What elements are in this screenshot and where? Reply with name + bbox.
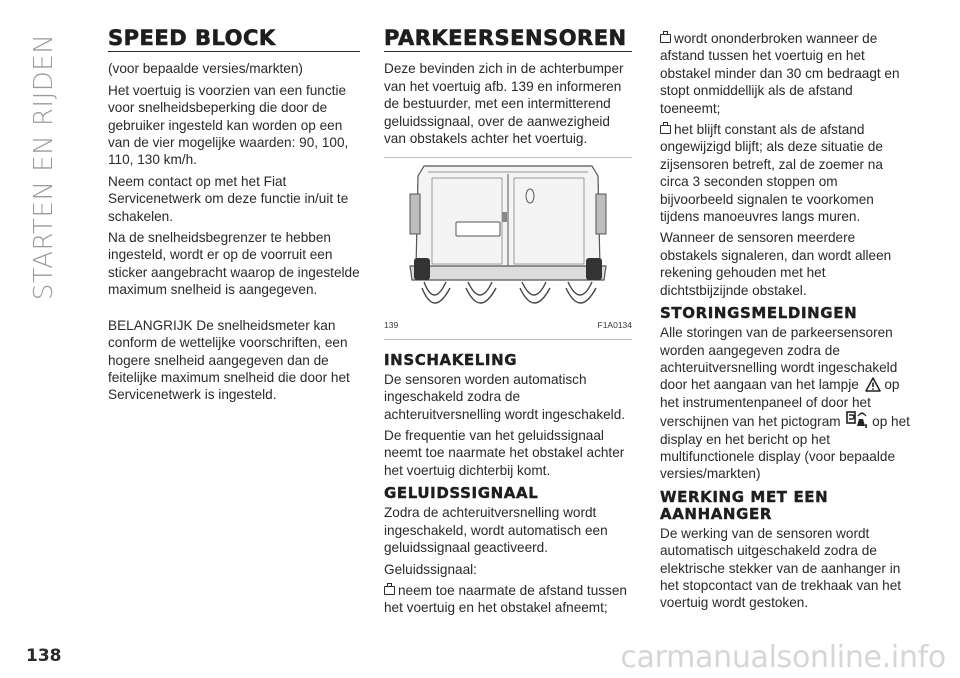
sound-signal-bullet-2-text: wordt ononderbroken wanneer de afstand tussen het voertuig en het obstakel minder dan 30 cm bedraagt en stopt onmiddellijk als de afstand toeneemt; (660, 31, 900, 116)
speed-block-important-note: BELANGRIJK De snelheidsmeter kan conform de wettelijke voorschriften, een hogere snelheid aangegeven dan de feitelijke maximum snelheid die door het Servicenetwerk is ingesteld. (108, 317, 350, 403)
speed-block-paragraph-4: Na de snelheidsbegrenzer te hebben ingesteld, wordt er op de voorruit een sticker aangebracht waarop de ingestelde maximum snelheid is aangegeven. (108, 230, 360, 298)
figure-number: 139 (384, 320, 399, 331)
faults-text-c: op het display en het bericht op het multifunctionele display (voor bepaalde versies/markten) (660, 414, 910, 482)
bullet-icon (384, 586, 395, 595)
sound-signal-bullet-2 (660, 30, 912, 117)
sound-signal-bullet-3-text: het blijft constant als de afstand ongewijzigd blijft; als deze situatie de zijsensoren betreft, zal de zoemer na circa 3 seconden stoppen om bijvoorbeeld signalen te voorkomen tijdens manoeuvres langs muren. (660, 122, 883, 225)
sound-signal-title: GELUIDSSIGNAAL (384, 484, 539, 503)
speed-block-title: SPEED BLOCK (108, 30, 360, 52)
figure-caption (384, 316, 632, 339)
figure-code: F1A0134 (597, 320, 632, 331)
multiple-obstacles-paragraph: Wanneer de sensoren meerdere obstakels signaleren, dan wordt alleen rekening gehouden met het dichtstbijzijnde obstakel. (660, 230, 892, 298)
bullet-icon (660, 125, 671, 134)
van-rear-sensors-illustration (384, 158, 632, 316)
faults-text-a: Alle storingen van de parkeersensoren worden aangegeven zodra de achteruitversnelling wordt ingeschakeld door het aangaan van het lampje (660, 325, 898, 393)
trailer-paragraph: De werking van de sensoren wordt automatisch uitgeschakeld zodra de elektrische stekker van de aanhanger in het stopcontact van de trekhaak van het voertuig wordt gestoken. (660, 525, 902, 611)
faults-title: STORINGSMELDINGEN (660, 304, 858, 323)
faults-paragraph (660, 324, 912, 483)
parking-sensors-section (384, 26, 632, 621)
bullet-icon (660, 34, 671, 43)
speed-block-paragraph-2: Het voertuig is voorzien van een functie voor snelheidsbeperking die door de gebruiker ingesteld kan worden op een van de vier mogelijke waarden: 90, 100, 110, 130 km/h. (108, 82, 349, 168)
parking-sensors-intro: Deze bevinden zich in de achterbumper van het voertuig afb. 139 en informeren de bestuurder, met een intermitterend geluidssignaal, over de aanwezigheid van obstakels achter het voertuig. (384, 61, 624, 147)
activation-paragraph-2: De frequentie van het geluidssignaal neemt toe naarmate het obstakel achter het voertuig dichterbij komt. (384, 428, 625, 478)
speed-block-section (108, 26, 360, 408)
parking-sensors-continued (660, 30, 912, 616)
sound-signal-bullet-1 (384, 582, 632, 617)
faults-text-b: op het instrumentenpaneel of door het verschijnen van het pictogram (660, 377, 900, 430)
activation-title: INSCHAKELING (384, 350, 518, 369)
figure-139 (384, 157, 632, 339)
chapter-title (14, 22, 74, 312)
sound-signal-bullet-3 (660, 121, 912, 225)
sound-signal-paragraph-2: Geluidssignaal: (384, 561, 477, 577)
speed-block-paragraph-3: Neem contact op met het Fiat Servicenetwerk om deze functie in/uit te schakelen. (108, 173, 349, 224)
chapter-title-text: STARTEN EN RIJDEN (29, 33, 60, 301)
speed-block-paragraph-1: (voor bepaalde versies/markten) (108, 61, 303, 77)
parking-sensors-title: PARKEERSENSOREN (384, 30, 632, 52)
trailer-title: WERKING MET EEN AANHANGER (660, 487, 829, 523)
page-number: 138 (26, 646, 62, 666)
parking-sensor-fault-icon (846, 411, 868, 429)
activation-paragraph-1: De sensoren worden automatisch ingeschakeld zodra de achteruitversnelling wordt ingeschakeld. (384, 371, 626, 422)
sound-signal-bullet-1-text: neem toe naarmate de afstand tussen het voertuig en het obstakel afneemt; (384, 582, 627, 616)
sound-signal-paragraph-1: Zodra de achteruitversnelling wordt ingeschakeld, wordt automatisch een geluidssignaal geactiveerd. (384, 505, 608, 556)
warning-triangle-icon (865, 377, 881, 392)
watermark: carmanualsonline.info (620, 640, 946, 675)
